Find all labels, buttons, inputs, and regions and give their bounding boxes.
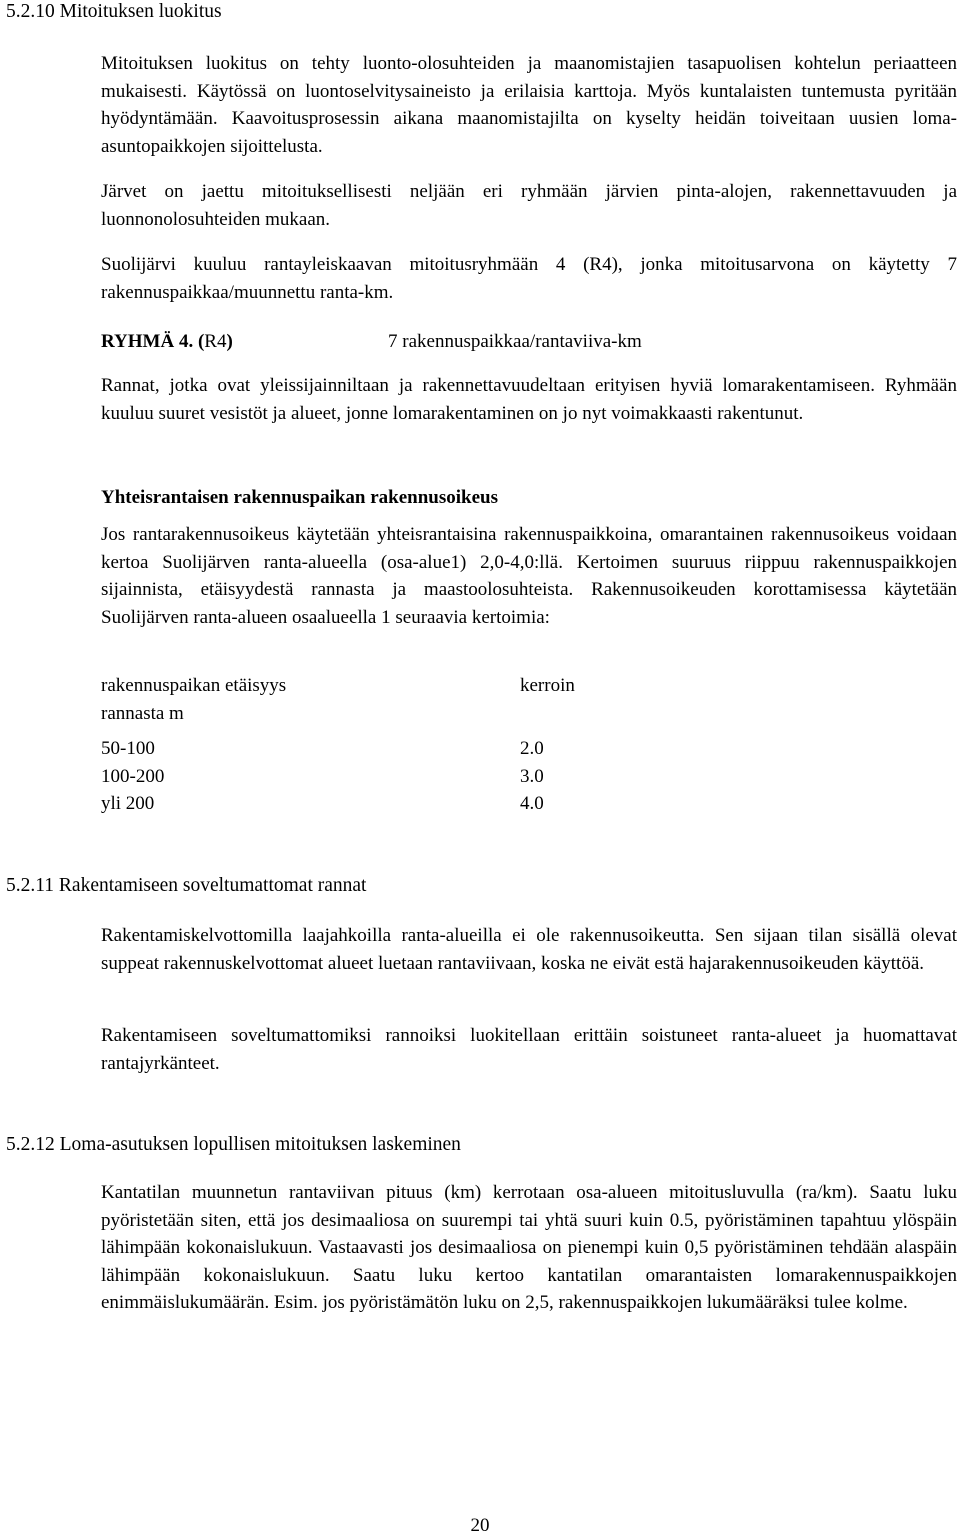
paragraph-unsuitable-classification: Rakentamiseen soveltumattomiksi rannoiksi luokitellaan erittäin soistuneet ranta-alueet ja huomattavat rantajyrkänteet. bbox=[101, 1025, 957, 1074]
paragraph-suolijarvi-group: Suolijärvi kuuluu rantayleiskaavan mitoitusryhmään 4 (R4), jonka mitoitusarvona on käytetty 7 rakennuspaikkaa/muunnettu ranta-km. bbox=[101, 254, 957, 303]
table-row bbox=[101, 735, 721, 763]
paragraph-rounding-rules: Kantatilan muunnetun rantaviivan pituus (km) kerrotaan osa-alueen mitoitusluvulla (ra/km). Saatu luku pyöristetään siten, että jos desimaaliosa on suurempi tai yhtä suuri kuin 0.5, pyöristäminen tapahtuu ylöspäin lähimpään kokonaislukuun. Vastaavasti jos desimaaliosa on pienempi kuin 0,5 pyöristäminen tehdään alaspäin lähimpään kokonaislukuun. Saatu luku kertoo kantatilan omarantaisten lomarakennuspaikkojen enimmäislukumäärän. Esim. jos pyöristämätön luku on 2,5, rakennuspaikkojen lukumääräksi tulee kolme. bbox=[101, 1182, 957, 1313]
table-row bbox=[101, 790, 721, 818]
table-header-distance bbox=[101, 672, 520, 727]
group-code-label: RYHMÄ 4. ( bbox=[101, 331, 205, 352]
group-code-close: ) bbox=[226, 331, 233, 352]
group-code bbox=[101, 328, 233, 356]
subheading-joint-shore-building-right: Yhteisrantaisen rakennuspaikan rakennusoikeus bbox=[101, 487, 498, 508]
group-value: 7 rakennuspaikkaa/rantaviiva-km bbox=[388, 331, 642, 352]
coefficient-table bbox=[101, 672, 721, 818]
table-cell-coefficient: 2.0 bbox=[520, 738, 544, 759]
group-code-r4: R4 bbox=[204, 331, 227, 352]
table-cell-distance: 100-200 bbox=[101, 765, 165, 787]
table-cell-distance: 50-100 bbox=[101, 738, 155, 759]
paragraph-joint-shore-coefficients: Jos rantarakennusoikeus käytetään yhteisrantaisina rakennuspaikkoina, omarantainen rakennusoikeus voidaan kertoa Suolijärven ranta-alueella (osa-alue1) 2,0-4,0:llä. Kertoimen suuruus riippuu rakennuspaikkojen sijainnista, etäisyydestä rannasta ja maastoolosuhteista. Rakennusoikeuden korottamisessa käytetään Suolijärven ranta-alueen osaalueella 1 seuraavia kertoimia: bbox=[101, 524, 957, 628]
table-header-distance-line1: rakennuspaikan etäisyys bbox=[101, 675, 287, 696]
table-cell-coefficient: 4.0 bbox=[520, 793, 544, 814]
section-heading-mitoituksen-luokitus: 5.2.10 Mitoituksen luokitus bbox=[6, 1, 222, 22]
table-header-coefficient: kerroin bbox=[520, 675, 575, 696]
table-header-row bbox=[101, 672, 721, 727]
table-cell-coefficient: 3.0 bbox=[520, 765, 544, 787]
paragraph-group-description: Rannat, jotka ovat yleissijainniltaan ja rakennettavuudeltaan erityisen hyviä lomarakentamiseen. Ryhmään kuuluu suuret vesistöt ja alueet, jonne lomarakentaminen on jo nyt voimakkaasti rakentunut. bbox=[101, 375, 957, 424]
paragraph-lake-groups: Järvet on jaettu mitoituksellisesti neljään eri ryhmään järvien pinta-alojen, rakennettavuuden ja luonnonolosuhteiden mukaan. bbox=[101, 181, 957, 230]
table-header-distance-line2: rannasta m bbox=[101, 702, 184, 724]
page-number: 20 bbox=[470, 1515, 490, 1536]
section-heading-unsuitable-shores: 5.2.11 Rakentamiseen soveltumattomat rannat bbox=[6, 875, 367, 896]
table-row bbox=[101, 763, 721, 791]
table-cell-distance: yli 200 bbox=[101, 793, 155, 814]
group-definition-row bbox=[101, 328, 957, 356]
paragraph-unbuildable-areas: Rakentamiskelvottomilla laajahkoilla ranta-alueilla ei ole rakennusoikeutta. Sen sijaan tilan sisällä olevat suppeat rakennuskelvottomat alueet luetaan rantaviivaan, koska ne eivät estä hajarakennusoikeuden käyttöä. bbox=[101, 925, 957, 974]
paragraph-classification-intro: Mitoituksen luokitus on tehty luonto-olosuhteiden ja maanomistajien tasapuolisen kohtelun periaatteen mukaisesti. Käytössä on luontoselvitysaineisto ja erilaisia karttoja. Myös kuntalaisten tuntemusta pyritään hyödyntämään. Kaavoitusprosessin aikana maanomistajilta on kyselty heidän toiveitaan uusien loma-asuntopaikkojen sijoittelusta. bbox=[101, 53, 957, 157]
section-heading-final-dimensioning: 5.2.12 Loma-asutuksen lopullisen mitoituksen laskeminen bbox=[6, 1134, 461, 1155]
